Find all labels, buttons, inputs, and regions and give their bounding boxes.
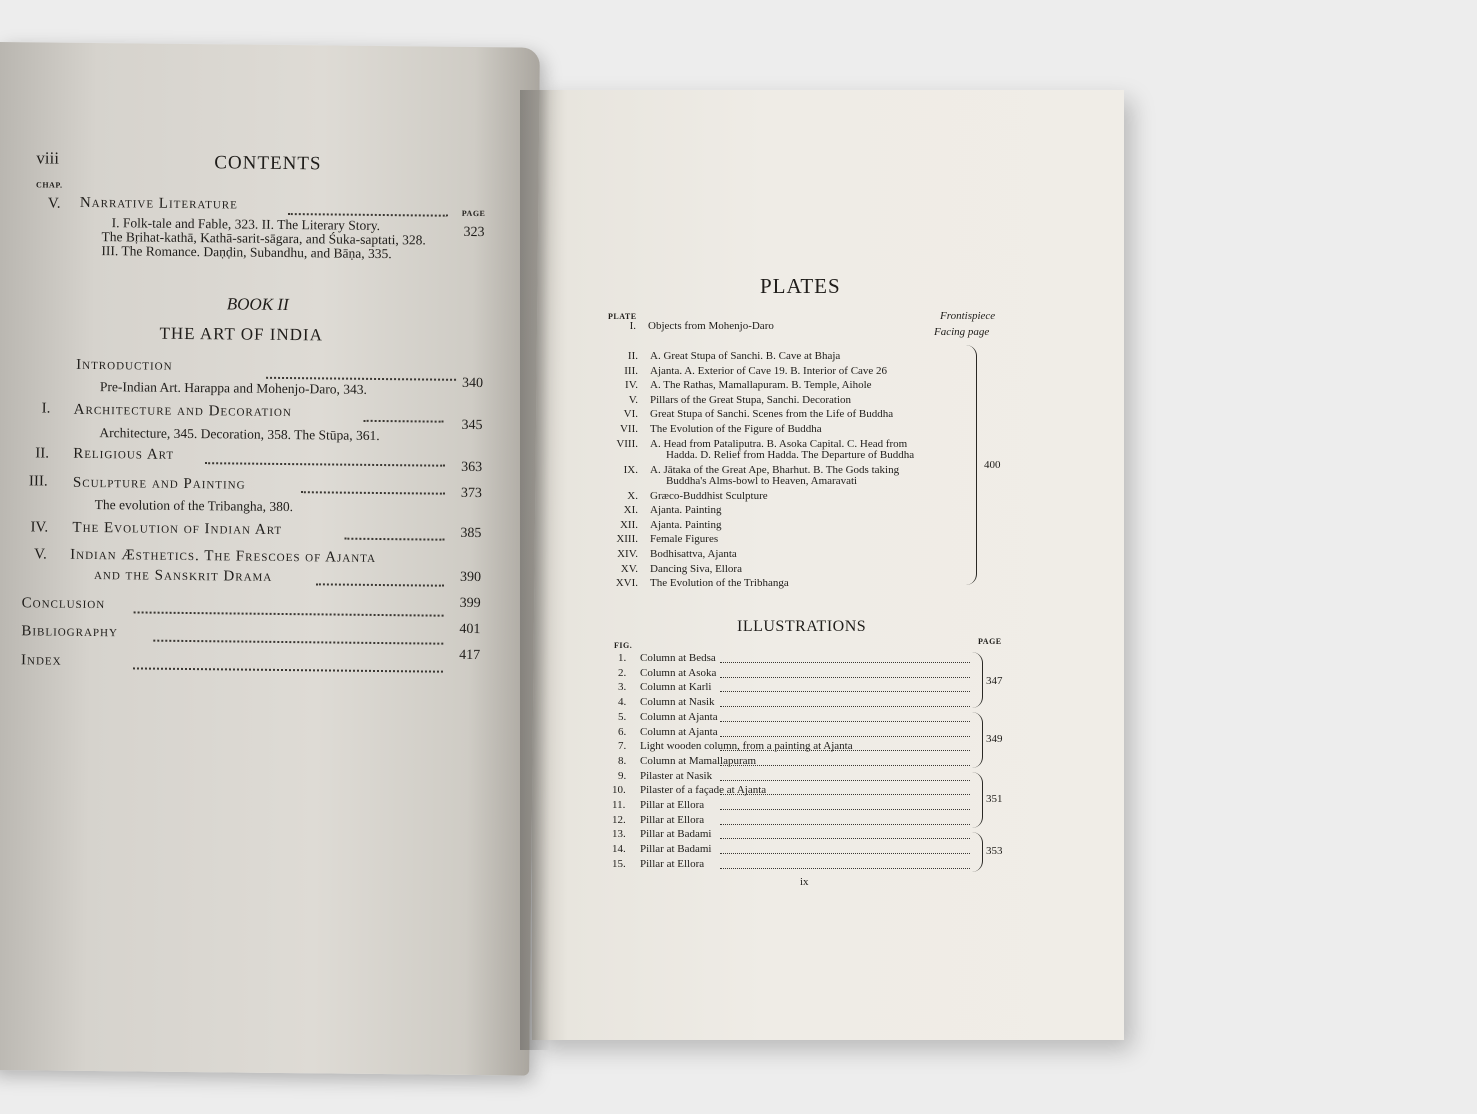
fig-text: Light wooden column, from a painting at Ajanta — [640, 740, 853, 753]
dot-leader — [364, 420, 444, 423]
plate-num: II. — [627, 350, 638, 362]
plate-text-cont: Hadda. D. Relief from Hadda. The Departure of Buddha — [666, 448, 915, 461]
dot-leader — [720, 838, 970, 839]
fig-num: 5. — [618, 710, 627, 723]
plate-text: A. The Rathas, Mamallapuram. B. Temple, Aihole — [650, 379, 872, 392]
frontispiece-note: Frontispiece — [940, 310, 996, 322]
fig-text: Column at Mamallapuram — [640, 754, 757, 767]
plate-text: A. Jātaka of the Great Ape, Bharhut. B. The Gods taking — [650, 463, 900, 476]
entry-evolution-num: IV. — [30, 519, 49, 536]
plate-text: Ajanta. Painting — [650, 504, 722, 517]
fig-brace — [972, 652, 983, 708]
fig-page-1: 347 — [986, 675, 1003, 687]
narrative-num: V. — [47, 195, 61, 212]
plate-num: I. — [629, 320, 636, 332]
book-title: THE ART OF INDIA — [159, 323, 324, 345]
plate-text: A. Head from Pataliputra. B. Asoka Capital. C. Head from — [650, 437, 908, 450]
fig-text: Column at Bedsa — [640, 652, 716, 664]
plate-text: The Evolution of the Tribhanga — [650, 577, 789, 590]
plate-text: Pillars of the Great Stupa, Sanchi. Decoration — [650, 393, 852, 406]
dot-leader — [344, 538, 444, 541]
dot-leader — [153, 640, 443, 645]
fig-text: Column at Nasik — [640, 696, 715, 709]
chap-label: CHAP. — [36, 180, 63, 190]
plate-num: XIV. — [617, 548, 638, 560]
fig-brace — [972, 712, 983, 768]
dot-leader — [720, 809, 970, 810]
fig-num: 8. — [618, 754, 627, 767]
entry-introduction: Introduction — [76, 356, 173, 374]
dot-leader — [720, 780, 970, 781]
plates-brace — [966, 345, 977, 585]
plate-text-cont: Buddha's Alms-bowl to Heaven, Amaravati — [666, 474, 858, 487]
plate-text: Ajanta. Painting — [650, 518, 722, 531]
illustrations-heading: ILLUSTRATIONS — [737, 618, 867, 635]
dot-leader — [288, 213, 448, 217]
narrative-sub-2: The Bṛihat-kathā, Kathā-sarit-sāgara, and Śuka-saptati, 328. — [101, 229, 426, 248]
dot-leader — [720, 691, 970, 692]
entry-bibliography: Bibliography — [21, 623, 119, 641]
fig-num: 7. — [618, 740, 627, 753]
left-page-content — [0, 0, 540, 1114]
dot-leader — [720, 736, 970, 737]
fig-text: Pillar at Ellora — [640, 813, 705, 826]
dot-leader — [720, 794, 970, 795]
entry-aesthetics-cont: and the Sanskrit Drama — [93, 567, 273, 585]
fig-num: 1. — [618, 652, 627, 664]
plate-num: XVI. — [615, 577, 638, 590]
dot-leader — [720, 765, 970, 766]
entry-aesthetics-num: V. — [34, 546, 47, 563]
plate-text: Dancing Siva, Ellora — [650, 562, 742, 575]
plate-text: Great Stupa of Sanchi. Scenes from the Life of Buddha — [650, 408, 894, 421]
narrative-page: 323 — [463, 224, 485, 241]
plate-num: V. — [628, 393, 638, 406]
entry-bibliography-page: 401 — [459, 621, 481, 638]
plate-num: VIII. — [616, 437, 638, 450]
fig-num: 6. — [618, 725, 627, 738]
dot-leader — [720, 721, 970, 722]
plate-num: VII. — [619, 423, 638, 435]
right-folio: ix — [800, 876, 809, 888]
fig-text: Pillar at Badami — [640, 828, 712, 841]
plate-text: A. Great Stupa of Sanchi. B. Cave at Bhaja — [650, 350, 841, 362]
entry-introduction-sub: Pre-Indian Art. Harappa and Mohenjo-Daro, 343. — [99, 379, 367, 397]
fig-brace — [972, 832, 983, 872]
fig-num: 13. — [612, 828, 626, 841]
dot-leader — [301, 491, 445, 495]
contents-heading: CONTENTS — [214, 152, 322, 175]
entry-conclusion: Conclusion — [21, 595, 106, 613]
plates-heading: PLATES — [760, 274, 841, 298]
dot-leader — [720, 868, 970, 869]
plate-num: X. — [627, 489, 638, 502]
fig-num: 9. — [618, 769, 627, 782]
plate-text: Ajanta. A. Exterior of Cave 19. B. Interior of Cave 26 — [650, 364, 888, 377]
narrative-sub-1: I. Folk-tale and Fable, 323. II. The Literary Story. — [111, 215, 381, 233]
entry-architecture-page: 345 — [461, 417, 483, 434]
fig-num: 10. — [612, 784, 626, 797]
dot-leader — [316, 583, 444, 586]
entry-architecture-num: I. — [41, 400, 51, 417]
entry-evolution-page: 385 — [460, 525, 482, 542]
entry-conclusion-page: 399 — [459, 595, 481, 612]
fig-label: FIG. — [614, 641, 633, 650]
plate-num: IX. — [623, 463, 638, 476]
plate-num: VI. — [623, 408, 638, 421]
plate-num: XI. — [623, 504, 638, 517]
illus-page-label: PAGE — [978, 637, 1002, 646]
plate-num: XV. — [620, 562, 638, 575]
fig-text: Pilaster of a façade at Ajanta — [640, 784, 767, 797]
entry-aesthetics: Indian Æsthetics. The Frescoes of Ajanta — [70, 546, 377, 566]
fig-num: 4. — [618, 696, 627, 709]
fig-page-4: 353 — [986, 845, 1003, 857]
fig-text: Pillar at Ellora — [640, 857, 705, 870]
plate-label: PLATE — [608, 312, 637, 321]
dot-leader — [720, 662, 970, 663]
fig-brace — [972, 772, 983, 828]
entry-evolution: The Evolution of Indian Art — [72, 519, 283, 538]
plate-num: III. — [624, 364, 638, 377]
facing-page-label: Facing page — [934, 326, 990, 338]
entry-introduction-page: 340 — [461, 375, 484, 392]
fig-num: 14. — [612, 843, 626, 856]
narrative-sub-3: III. The Romance. Daṇḍin, Subandhu, and Bāṇa, 335. — [101, 243, 392, 262]
plate-text: Græco-Buddhist Sculpture — [650, 489, 768, 502]
dot-leader — [720, 706, 970, 707]
fig-text: Column at Asoka — [640, 666, 717, 679]
book-label: BOOK II — [226, 294, 289, 315]
dot-leader — [720, 677, 970, 678]
entry-religious: Religious Art — [73, 445, 175, 463]
entry-architecture-sub: Architecture, 345. Decoration, 358. The Stūpa, 361. — [99, 425, 380, 443]
fig-num: 3. — [618, 681, 627, 694]
entry-aesthetics-page: 390 — [459, 569, 482, 586]
entry-sculpture-page: 373 — [460, 485, 482, 502]
fig-page-2: 349 — [986, 733, 1003, 745]
plate-text: Female Figures — [650, 533, 719, 546]
fig-text: Pillar at Badami — [640, 843, 712, 856]
dot-leader — [720, 750, 970, 751]
fig-num: 15. — [612, 857, 626, 870]
entry-sculpture: Sculpture and Painting — [72, 474, 246, 493]
entry-sculpture-sub: The evolution of the Tribangha, 380. — [94, 497, 294, 515]
entry-sculpture-num: III. — [28, 473, 48, 490]
page-label: PAGE — [461, 208, 486, 219]
dot-leader — [205, 462, 445, 467]
plate-text: Objects from Mohenjo-Daro — [648, 320, 774, 332]
plate-num: IV. — [625, 379, 638, 392]
entry-index: Index — [21, 652, 62, 669]
fig-text: Column at Karli — [640, 681, 712, 694]
entry-index-page: 417 — [459, 647, 481, 664]
dot-leader — [133, 667, 443, 672]
plate-num: XIII. — [616, 533, 638, 546]
entry-religious-page: 363 — [461, 459, 483, 476]
plates-page: 400 — [984, 459, 1001, 471]
fig-num: 12. — [612, 813, 626, 826]
dot-leader — [720, 824, 970, 825]
dot-leader — [720, 853, 970, 854]
fig-page-3: 351 — [986, 793, 1003, 805]
fig-text: Pillar at Ellora — [640, 799, 705, 811]
fig-text: Column at Ajanta — [640, 725, 718, 738]
left-folio: viii — [36, 148, 60, 168]
narrative-title: Narrative Literature — [79, 194, 238, 213]
plate-num: XII. — [619, 518, 638, 531]
plate-text: The Evolution of the Figure of Buddha — [650, 423, 822, 435]
fig-num: 2. — [618, 666, 627, 679]
fig-num: 11. — [612, 799, 626, 811]
plate-text: Bodhisattva, Ajanta — [650, 548, 737, 560]
fig-text: Column at Ajanta — [640, 710, 718, 723]
fig-text: Pilaster at Nasik — [640, 769, 713, 782]
entry-architecture: Architecture and Decoration — [73, 401, 292, 421]
dot-leader — [134, 611, 444, 616]
entry-religious-num: II. — [35, 445, 50, 462]
